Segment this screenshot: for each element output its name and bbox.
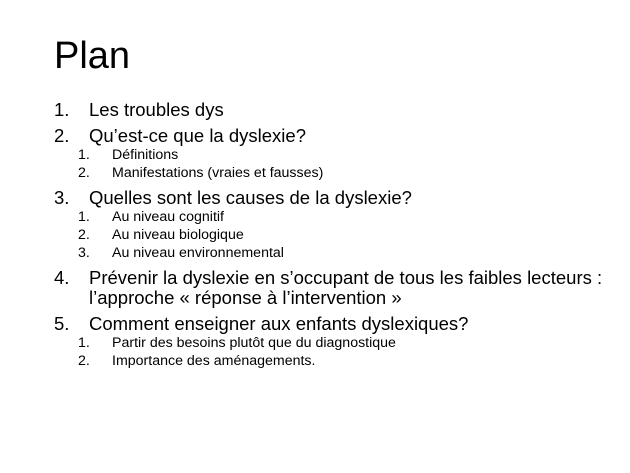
outline-item-2 (54, 126, 614, 182)
subitem-text: Importance des aménagements. (112, 353, 316, 369)
subitem (78, 226, 614, 244)
subitem-number: 2. (78, 165, 90, 181)
subitem (78, 352, 614, 370)
subitem (78, 334, 614, 352)
subitem-number: 2. (78, 353, 90, 369)
item-number: 4. (54, 267, 70, 288)
subitem-text: Partir des besoins plutôt que du diagnostique (112, 335, 396, 351)
subitem (78, 208, 614, 226)
subitem-number: 1. (78, 209, 90, 225)
item-number: 1. (54, 99, 70, 120)
item-number: 2. (54, 125, 70, 146)
subitem (78, 244, 614, 262)
item-text: Prévenir la dyslexie en s’occupant de tous les faibles lecteurs : l’approche « réponse à l’intervention » (89, 267, 603, 308)
outline-list (54, 100, 614, 370)
item-number: 3. (54, 187, 70, 208)
item-text: Qu’est-ce que la dyslexie? (89, 125, 306, 146)
subitem-text: Au niveau environnemental (112, 245, 284, 261)
item-text: Comment enseigner aux enfants dyslexiques? (89, 313, 469, 334)
sublist (78, 208, 614, 262)
subitem-number: 1. (78, 147, 90, 163)
subitem (78, 164, 614, 182)
item-text: Les troubles dys (89, 99, 224, 120)
outline-item-4 (54, 268, 614, 308)
sublist (78, 146, 614, 182)
subitem-text: Définitions (112, 147, 179, 163)
subitem-number: 2. (78, 227, 90, 243)
subitem (78, 146, 614, 164)
item-number: 5. (54, 313, 70, 334)
subitem-text: Au niveau biologique (112, 227, 244, 243)
sublist (78, 334, 614, 370)
outline-item-1 (54, 100, 614, 120)
subitem-text: Manifestations (vraies et fausses) (112, 165, 324, 181)
subitem-number: 3. (78, 245, 90, 261)
subitem-number: 1. (78, 335, 90, 351)
outline-item-3 (54, 188, 614, 262)
slide-title: Plan (54, 35, 131, 77)
subitem-text: Au niveau cognitif (112, 209, 224, 225)
outline-item-5 (54, 314, 614, 370)
item-text: Quelles sont les causes de la dyslexie? (89, 187, 412, 208)
